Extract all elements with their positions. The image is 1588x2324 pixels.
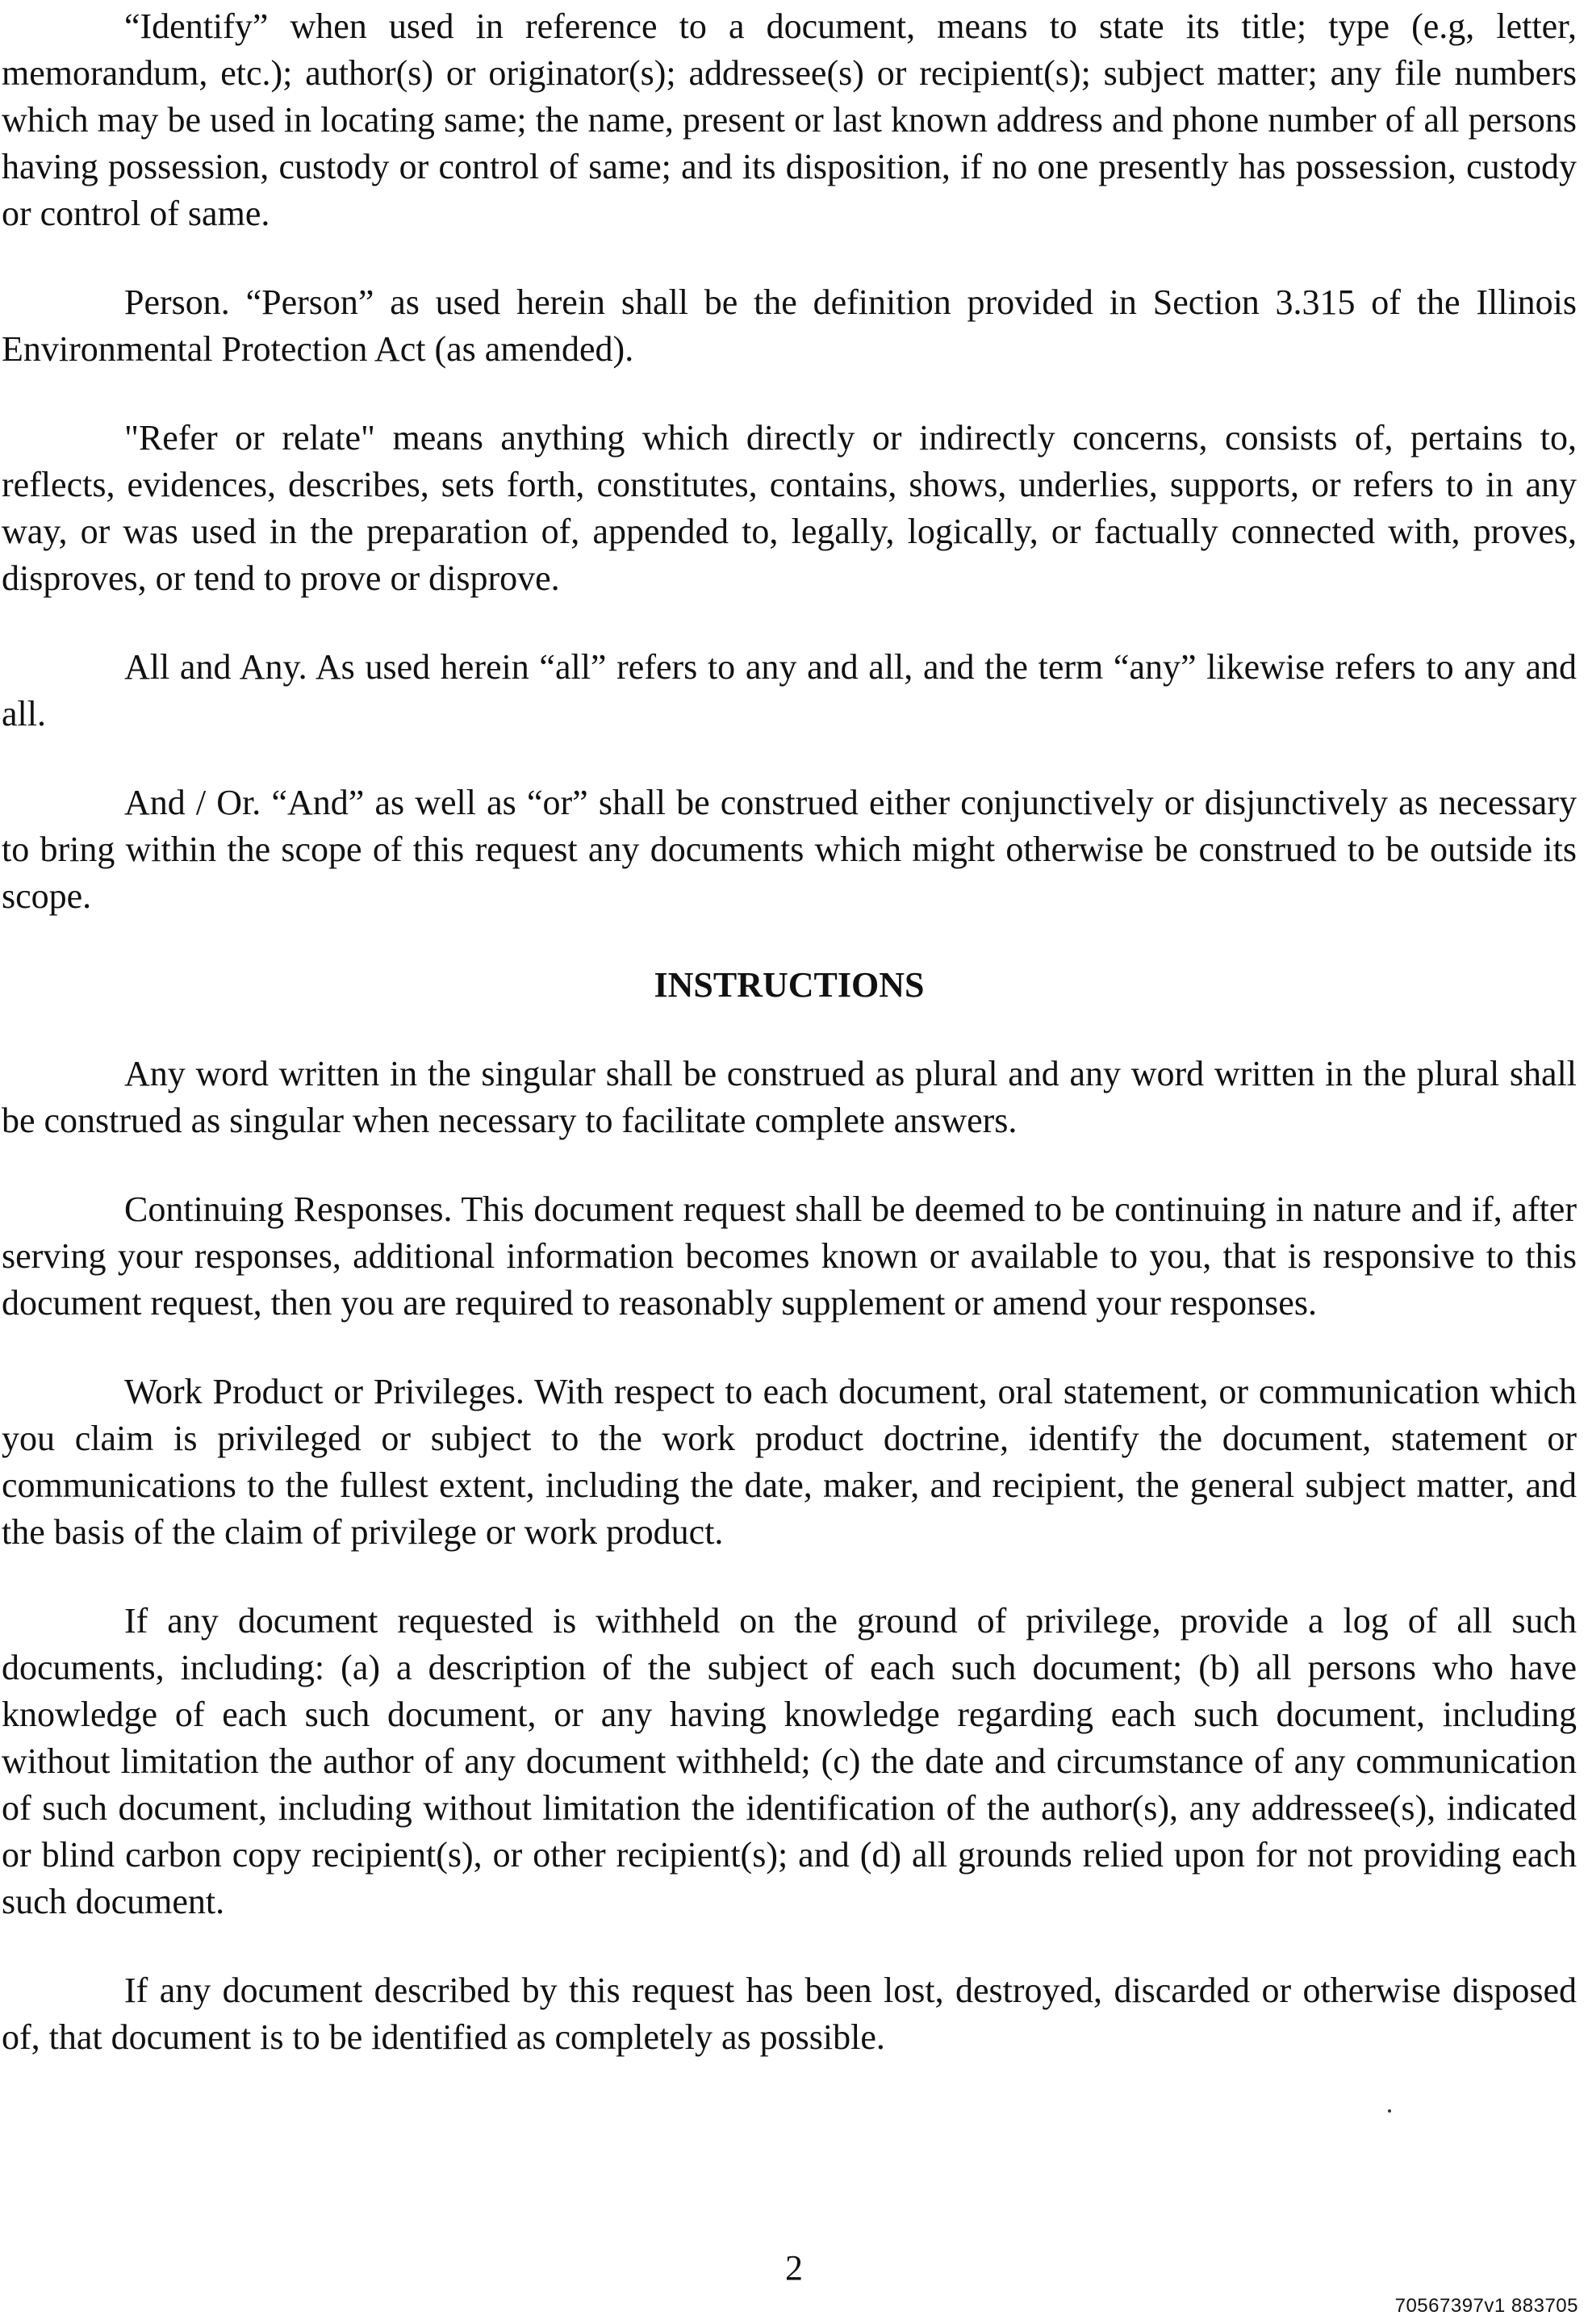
paragraph-privilege-log: If any document requested is withheld on the ground of privilege, provide a log of all such documents, including: (a) a description of the subject of each such document; (b) all persons who have knowledge of each such document, or any having knowledge regarding each such document, including without limitation the author of any document withheld; (c) the date and circumstance of any communication of such document, including without limitation the identification of the author(s), any addressee(s), indicated or blind carbon copy recipient(s), or other recipient(s); and (d) all grounds relied upon for not providing each such document. [2, 1601, 1577, 1921]
paragraph-refer-relate-definition: "Refer or relate" means anything which directly or indirectly concerns, consists of, pertains to, reflects, evidences, describes, sets forth, constitutes, contains, shows, underlies, supports, or refers to in any way, or was used in the preparation of, appended to, legally, logically, or factually connected with, proves, disproves, or tend to prove or disprove. [2, 418, 1577, 598]
paragraph-and-or-definition: And / Or. “And” as well as “or” shall be construed either conjunctively or disjunctively as necessary to bring within the scope of this request any documents which might otherwise be construed to be outside its scope. [2, 783, 1577, 916]
paragraph-lost-documents: If any document described by this request has been lost, destroyed, discarded or otherwise disposed of, that document is to be identified as completely as possible. [2, 1971, 1577, 2057]
paragraph-work-product-privileges: Work Product or Privileges. With respect to each document, oral statement, or communication which you claim is privileged or subject to the work product doctrine, identify the document, statement or communications to the fullest extent, including the date, maker, and recipient, the general subject matter, and the basis of the claim of privilege or work product. [2, 1372, 1577, 1552]
page-number: 2 [785, 2248, 803, 2288]
scan-speck [1388, 2109, 1391, 2113]
paragraph-identify-definition: “Identify” when used in reference to a document, means to state its title; type (e.g, letter, memorandum, etc.); author(s) or originator(s); addressee(s) or recipient(s); subject matter; any file numbers which may be used in locating same; the name, present or last known address and phone number of all persons having possession, custody or control of same; and its disposition, if no one presently has possession, custody or control of same. [2, 6, 1577, 233]
paragraph-all-any-definition: All and Any. As used herein “all” refers to any and all, and the term “any” likewise refers to any and all. [2, 647, 1577, 734]
paragraph-person-definition: Person. “Person” as used herein shall be the definition provided in Section 3.315 of the Illinois Environmental Protection Act (as amended). [2, 282, 1577, 369]
paragraph-continuing-responses: Continuing Responses. This document request shall be deemed to be continuing in nature and if, after serving your responses, additional information becomes known or available to you, that is responsive to this document request, then you are required to reasonably supplement or amend your responses. [2, 1189, 1577, 1323]
paragraph-singular-plural: Any word written in the singular shall be construed as plural and any word written in the plural shall be construed as singular when necessary to facilitate complete answers. [2, 1054, 1577, 1140]
document-body [2, 3, 1577, 2061]
instructions-heading: INSTRUCTIONS [654, 965, 925, 1005]
document-id: 70567397v1 883705 [1394, 2295, 1578, 2317]
